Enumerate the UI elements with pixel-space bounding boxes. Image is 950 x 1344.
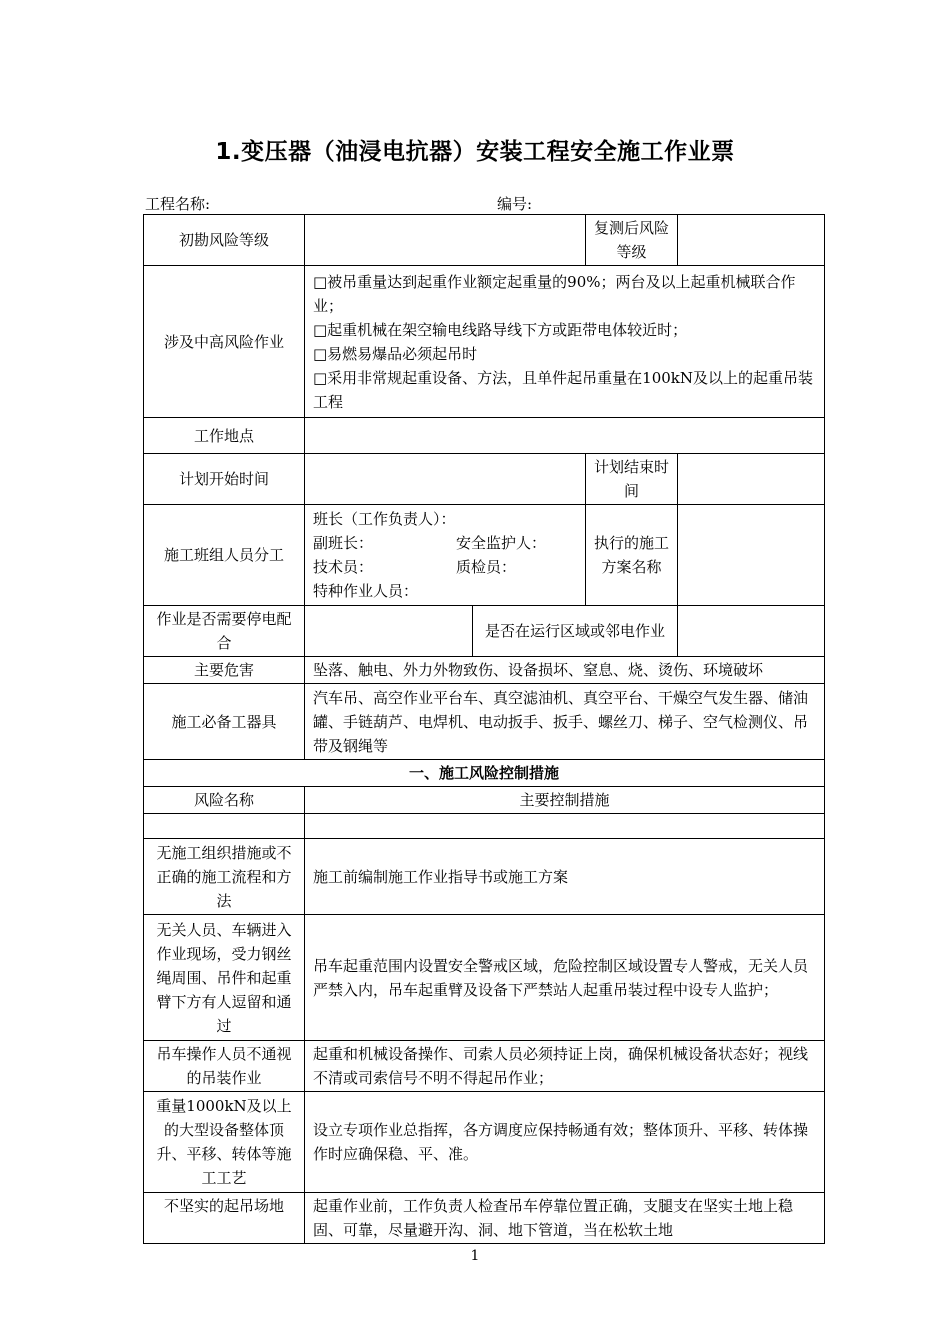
risk-measure: 设立专项作业总指挥，各方调度应保持畅通有效；整体顶升、平移、转体操作时应确保稳、平、准。 bbox=[305, 1092, 825, 1193]
plan-start-label: 计划开始时间 bbox=[144, 454, 305, 505]
table-row bbox=[144, 418, 825, 454]
plan-end-label: 计划结束时间 bbox=[586, 454, 678, 505]
quality-inspector-label: 质检员： bbox=[456, 558, 517, 576]
table-row bbox=[144, 1193, 825, 1244]
initial-risk-label: 初勘风险等级 bbox=[144, 215, 305, 266]
table-row bbox=[144, 1041, 825, 1092]
table-row bbox=[144, 1092, 825, 1193]
high-risk-option[interactable]: □易燃易爆品必须起吊时 bbox=[313, 344, 478, 363]
empty-cell bbox=[144, 814, 305, 839]
risk-name: 吊车操作人员不通视的吊装作业 bbox=[144, 1041, 305, 1092]
high-risk-option[interactable]: □采用非常规起重设备、方法，且单件起吊重量在100kN及以上的起重吊装工程 bbox=[313, 368, 814, 411]
special-workers-label: 特种作业人员： bbox=[313, 582, 419, 600]
risk-name: 无关人员、车辆进入作业现场，受力钢丝绳周围、吊件和起重臂下方有人逗留和通过 bbox=[144, 915, 305, 1041]
risk-measure: 起重作业前，工作负责人检查吊车停靠位置正确，支腿支在坚实土地上稳固、可靠，尽量避开沟、洞、地下管道，当在松软土地 bbox=[305, 1193, 825, 1244]
risk-name: 重量1000kN及以上的大型设备整体顶升、平移、转体等施工工艺 bbox=[144, 1092, 305, 1193]
plan-name-label: 执行的施工方案名称 bbox=[586, 505, 678, 606]
tools-value: 汽车吊、高空作业平台车、真空滤油机、真空平台、干燥空气发生器、储油罐、手链葫芦、电焊机、电动扳手、扳手、螺丝刀、梯子、空气检测仪、吊带及钢绳等 bbox=[305, 684, 825, 760]
page-number: 1 bbox=[470, 1248, 480, 1264]
operating-area-value[interactable] bbox=[678, 606, 825, 657]
page-title: 1.变压器（油浸电抗器）安装工程安全施工作业票 bbox=[215, 139, 735, 165]
table-row bbox=[144, 454, 825, 505]
risk-measure: 施工前编制施工作业指导书或施工方案 bbox=[305, 839, 825, 915]
risk-name: 不坚实的起吊场地 bbox=[144, 1193, 305, 1244]
table-row bbox=[144, 787, 825, 814]
power-off-label: 作业是否需要停电配合 bbox=[144, 606, 305, 657]
table-row bbox=[144, 760, 825, 787]
team-label: 施工班组人员分工 bbox=[144, 505, 305, 606]
table-row bbox=[144, 839, 825, 915]
retest-risk-label: 复测后风险等级 bbox=[586, 215, 678, 266]
initial-risk-value[interactable] bbox=[305, 215, 586, 266]
tools-label: 施工必备工器具 bbox=[144, 684, 305, 760]
number-label: 编号: bbox=[497, 195, 533, 213]
team-leader-label: 班长（工作负责人）： bbox=[313, 510, 456, 528]
table-row bbox=[144, 505, 825, 606]
table-row bbox=[144, 657, 825, 684]
plan-name-value[interactable] bbox=[678, 505, 825, 606]
operating-area-label: 是否在运行区域或邻电作业 bbox=[473, 606, 678, 657]
technician-label: 技术员： bbox=[313, 558, 374, 576]
table-row bbox=[144, 915, 825, 1041]
high-risk-options bbox=[305, 266, 825, 418]
empty-cell bbox=[305, 814, 825, 839]
work-site-value[interactable] bbox=[305, 418, 825, 454]
table-row bbox=[144, 606, 825, 657]
team-roles bbox=[305, 505, 586, 606]
risk-measure: 起重和机械设备操作、司索人员必须持证上岗，确保机械设备状态好；视线不清或司索信号不明不得起吊作业； bbox=[305, 1041, 825, 1092]
main-hazards-label: 主要危害 bbox=[144, 657, 305, 684]
table-row bbox=[144, 215, 825, 266]
high-risk-option[interactable]: □被吊重量达到起重作业额定起重量的90%；两台及以上起重机械联合作业； bbox=[313, 272, 796, 315]
work-ticket-table bbox=[143, 214, 825, 1244]
table-row bbox=[144, 266, 825, 418]
deputy-leader-label: 副班长： bbox=[313, 534, 374, 552]
col-header-risk: 风险名称 bbox=[144, 787, 305, 814]
safety-supervisor-label: 安全监护人： bbox=[456, 534, 547, 552]
plan-start-value[interactable] bbox=[305, 454, 586, 505]
high-risk-label: 涉及中高风险作业 bbox=[144, 266, 305, 418]
table-row bbox=[144, 684, 825, 760]
high-risk-option[interactable]: □起重机械在架空输电线路导线下方或距带电体较近时； bbox=[313, 320, 688, 339]
col-header-measures: 主要控制措施 bbox=[305, 787, 825, 814]
work-site-label: 工作地点 bbox=[144, 418, 305, 454]
plan-end-value[interactable] bbox=[678, 454, 825, 505]
main-hazards-value: 坠落、触电、外力外物致伤、设备损坏、窒息、烧、烫伤、环境破坏 bbox=[305, 657, 825, 684]
project-name-label: 工程名称: bbox=[145, 195, 211, 213]
retest-risk-value[interactable] bbox=[678, 215, 825, 266]
risk-name: 无施工组织措施或不正确的施工流程和方法 bbox=[144, 839, 305, 915]
power-off-value[interactable] bbox=[305, 606, 473, 657]
risk-measure: 吊车起重范围内设置安全警戒区域，危险控制区域设置专人警戒，无关人员严禁入内，吊车起重臂及设备下严禁站人起重吊装过程中设专人监护； bbox=[305, 915, 825, 1041]
table-row bbox=[144, 814, 825, 839]
section-title: 一、施工风险控制措施 bbox=[144, 760, 825, 787]
